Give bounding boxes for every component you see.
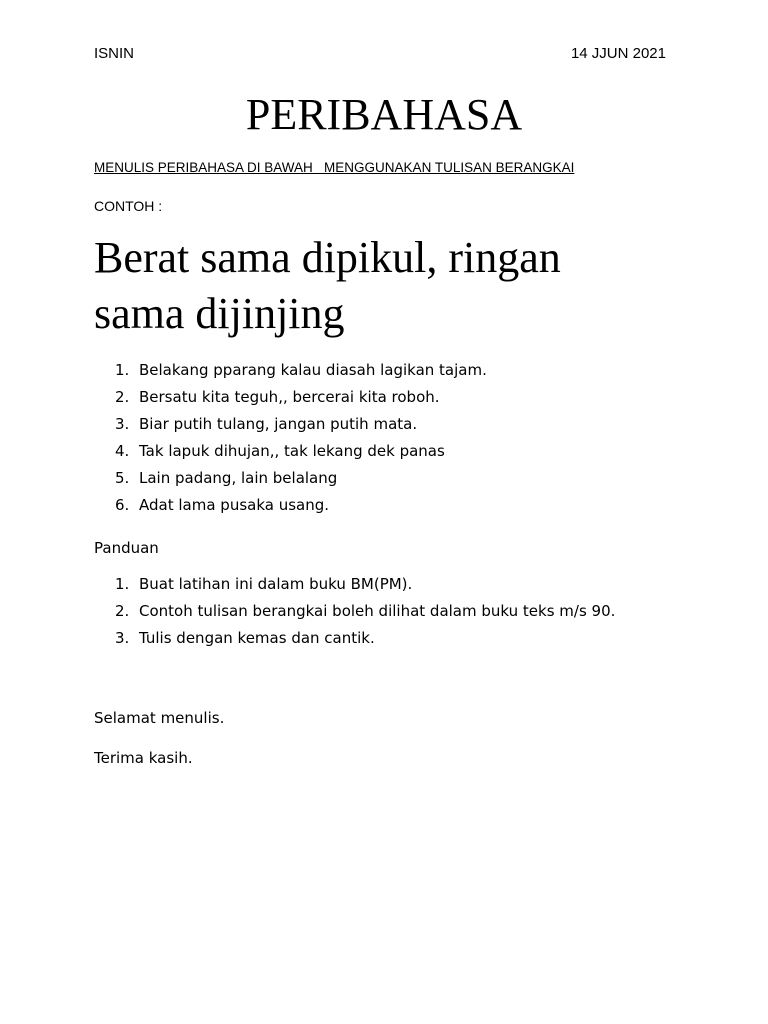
list-item-text: Bersatu kita teguh,, bercerai kita roboh. (139, 388, 440, 406)
list-number: 5. (115, 469, 130, 487)
guide-heading: Panduan (94, 539, 159, 557)
list-number: 3. (115, 629, 130, 647)
list-item (94, 598, 615, 625)
list-number: 6. (115, 496, 130, 514)
header-date: 14 JJUN 2021 (570, 45, 666, 62)
header-day: ISNIN (94, 45, 135, 62)
list-item-text: Tak lapuk dihujan,, tak lekang dek panas (139, 442, 445, 460)
list-item (94, 465, 487, 492)
list-item (94, 357, 487, 384)
example-label: CONTOH : (94, 198, 163, 214)
list-number: 1. (115, 575, 130, 593)
page-title: PERIBAHASA (245, 90, 523, 139)
list-item-text: Lain padang, lain belalang (139, 469, 338, 487)
instruction-text: MENULIS PERIBAHASA DI BAWAH MENGGUNAKAN TULISAN BERANGKAI (94, 160, 575, 175)
closing-greeting: Selamat menulis. (94, 709, 225, 727)
list-item-text: Buat latihan ini dalam buku BM(PM). (139, 575, 413, 593)
list-item (94, 384, 487, 411)
list-item-text: Adat lama pusaka usang. (139, 496, 330, 514)
closing-thanks: Terima kasih. (94, 749, 193, 767)
guide-list (94, 571, 615, 652)
list-item (94, 625, 615, 652)
list-item (94, 492, 487, 519)
proverb-list (94, 357, 487, 519)
list-number: 1. (115, 361, 130, 379)
list-number: 4. (115, 442, 130, 460)
list-number: 3. (115, 415, 130, 433)
example-proverb: Berat sama dipikul, ringan sama dijinjing (94, 233, 561, 338)
list-item (94, 438, 487, 465)
list-item-text: Contoh tulisan berangkai boleh dilihat dalam buku teks m/s 90. (139, 602, 616, 620)
list-item (94, 411, 487, 438)
list-number: 2. (115, 602, 130, 620)
list-item-text: Biar putih tulang, jangan putih mata. (139, 415, 418, 433)
list-item (94, 571, 615, 598)
list-item-text: Tulis dengan kemas dan cantik. (139, 629, 375, 647)
list-number: 2. (115, 388, 130, 406)
list-item-text: Belakang pparang kalau diasah lagikan tajam. (139, 361, 487, 379)
